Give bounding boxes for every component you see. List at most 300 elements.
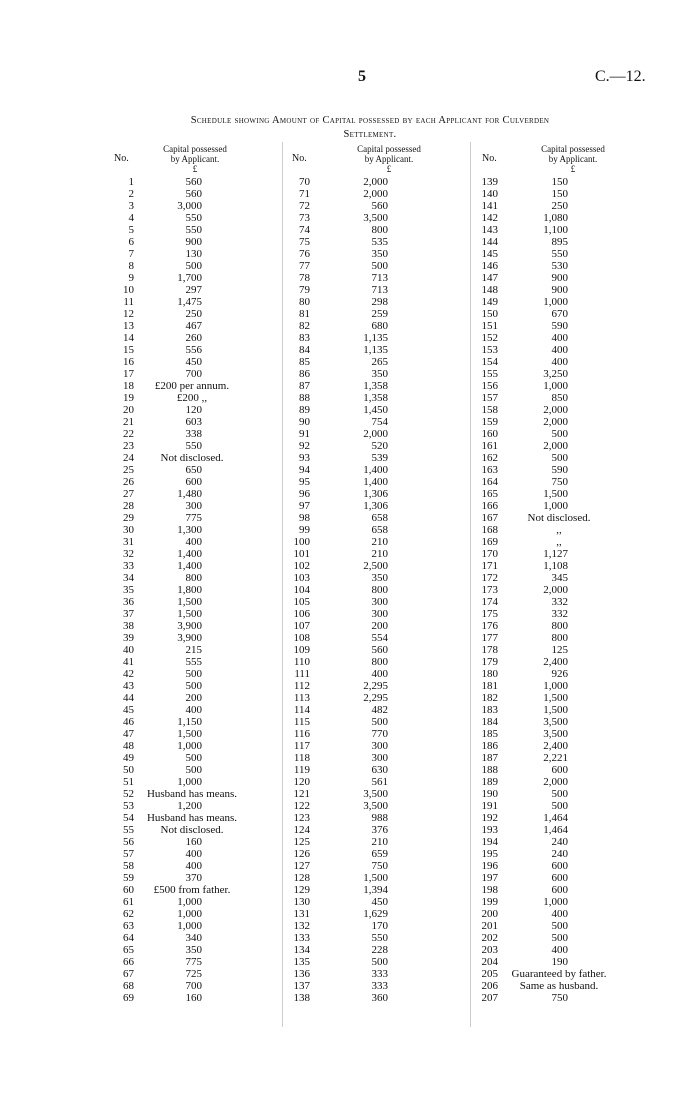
table-row	[284, 944, 464, 956]
capital-value: 250	[185, 308, 202, 320]
table-row	[284, 704, 464, 716]
capital-value: 130	[185, 248, 202, 260]
table-row	[472, 404, 632, 416]
table-row	[472, 176, 632, 188]
table-row	[112, 356, 272, 368]
capital-value: 400	[185, 848, 202, 860]
table-row	[112, 824, 272, 836]
applicant-number: 16	[123, 356, 134, 368]
capital-value: 1,500	[177, 608, 202, 620]
table-row	[112, 392, 272, 404]
capital-value: 800	[551, 632, 568, 644]
capital-value: 770	[371, 728, 388, 740]
applicant-number: 107	[293, 620, 310, 632]
applicant-number: 150	[481, 308, 498, 320]
capital-value: 700	[185, 980, 202, 992]
table-row	[112, 908, 272, 920]
applicant-number: 46	[123, 716, 134, 728]
applicant-number: 200	[481, 908, 498, 920]
capital-value: 3,500	[363, 212, 388, 224]
capital-value: 550	[551, 248, 568, 260]
capital-value: 1,080	[543, 212, 568, 224]
applicant-number: 24	[123, 452, 134, 464]
applicant-number: 106	[293, 608, 310, 620]
table-row	[472, 644, 632, 656]
applicant-number: 140	[481, 188, 498, 200]
capital-value: 190	[551, 956, 568, 968]
capital-value: 600	[551, 884, 568, 896]
capital-value: Not disclosed.	[160, 824, 224, 836]
applicant-number: 114	[293, 704, 310, 716]
capital-value: 1,394	[363, 884, 388, 896]
capital-value: 300	[371, 608, 388, 620]
capital-value: 550	[371, 932, 388, 944]
applicant-number: 45	[123, 704, 134, 716]
table-row	[112, 404, 272, 416]
capital-value: 500	[551, 920, 568, 932]
capital-value: 228	[371, 944, 388, 956]
table-row	[112, 524, 272, 536]
table-row	[112, 752, 272, 764]
applicant-number: 143	[481, 224, 498, 236]
applicant-number: 132	[293, 920, 310, 932]
table-row	[284, 548, 464, 560]
applicant-number: 56	[123, 836, 134, 848]
table-row	[112, 380, 272, 392]
capital-value: 988	[371, 812, 388, 824]
capital-value: 1,450	[363, 404, 388, 416]
table-row	[284, 932, 464, 944]
table-row	[472, 812, 632, 824]
capital-value: 535	[371, 236, 388, 248]
applicant-number: 72	[299, 200, 310, 212]
table-row	[472, 368, 632, 380]
table-row	[112, 476, 272, 488]
table-row	[472, 356, 632, 368]
capital-value: 1,306	[363, 488, 388, 500]
table-row	[472, 188, 632, 200]
capital-value: 1,400	[363, 476, 388, 488]
applicant-number: 63	[123, 920, 134, 932]
table-column-2	[284, 142, 464, 1004]
applicant-number: 187	[481, 752, 498, 764]
table-row	[472, 752, 632, 764]
capital-value: 2,000	[363, 428, 388, 440]
table-row	[112, 608, 272, 620]
applicant-number: 65	[123, 944, 134, 956]
capital-value: 210	[371, 536, 388, 548]
applicant-number: 116	[293, 728, 310, 740]
applicant-number: 151	[481, 320, 498, 332]
capital-value: 1,000	[177, 908, 202, 920]
applicant-number: 78	[299, 272, 310, 284]
table-row	[112, 848, 272, 860]
capital-value: 350	[185, 944, 202, 956]
capital-value: 2,295	[363, 680, 388, 692]
applicant-number: 19	[123, 392, 134, 404]
no-header: No.	[292, 153, 307, 164]
table-row	[472, 992, 632, 1004]
table-row	[472, 200, 632, 212]
capital-value: 500	[185, 752, 202, 764]
applicant-number: 79	[299, 284, 310, 296]
capital-value: 713	[371, 272, 388, 284]
capital-value: 554	[371, 632, 388, 644]
capital-value: 1,000	[543, 500, 568, 512]
table-rows	[284, 176, 464, 1004]
table-row	[472, 464, 632, 476]
applicant-number: 10	[123, 284, 134, 296]
applicant-number: 62	[123, 908, 134, 920]
applicant-number: 196	[481, 860, 498, 872]
schedule-title-line1: Schedule showing Amount of Capital possessed by each Applicant for Culverden	[190, 115, 550, 126]
applicant-number: 68	[123, 980, 134, 992]
table-row	[112, 680, 272, 692]
applicant-number: 170	[481, 548, 498, 560]
capital-value: 300	[371, 596, 388, 608]
table-row	[284, 584, 464, 596]
capital-value: 250	[551, 200, 568, 212]
applicant-number: 125	[293, 836, 310, 848]
capital-value: 500	[371, 716, 388, 728]
capital-value: 1,200	[177, 800, 202, 812]
table-row	[284, 680, 464, 692]
capital-value: 370	[185, 872, 202, 884]
capital-value: 520	[371, 440, 388, 452]
capital-value: 530	[551, 260, 568, 272]
capital-value: 215	[185, 644, 202, 656]
table-row	[472, 560, 632, 572]
table-row	[472, 680, 632, 692]
capital-value: 725	[185, 968, 202, 980]
applicant-number: 194	[481, 836, 498, 848]
no-header: No.	[114, 153, 129, 164]
capital-value: 500	[551, 800, 568, 812]
table-row	[112, 284, 272, 296]
capital-value: 1,500	[363, 872, 388, 884]
capital-value: 200	[371, 620, 388, 632]
capital-value: 350	[371, 248, 388, 260]
applicant-number: 165	[481, 488, 498, 500]
table-row	[284, 788, 464, 800]
applicant-number: 36	[123, 596, 134, 608]
applicant-number: 159	[481, 416, 498, 428]
table-row	[472, 824, 632, 836]
capital-value: 259	[371, 308, 388, 320]
table-row	[284, 632, 464, 644]
applicant-number: 22	[123, 428, 134, 440]
capital-value: 713	[371, 284, 388, 296]
unit-label: £	[570, 164, 576, 174]
capital-value: 350	[371, 572, 388, 584]
capital-value: 298	[371, 296, 388, 308]
applicant-number: 27	[123, 488, 134, 500]
capital-value: 500	[551, 428, 568, 440]
applicant-number: 55	[123, 824, 134, 836]
table-row	[284, 608, 464, 620]
table-row	[112, 644, 272, 656]
capital-value: 590	[551, 320, 568, 332]
applicant-number: 4	[128, 212, 134, 224]
applicant-number: 75	[299, 236, 310, 248]
table-row	[472, 248, 632, 260]
table-row	[472, 440, 632, 452]
capital-value: 659	[371, 848, 388, 860]
table-row	[284, 344, 464, 356]
applicant-number: 33	[123, 560, 134, 572]
table-row	[284, 284, 464, 296]
capital-value: 170	[371, 920, 388, 932]
capital-value: 500	[551, 788, 568, 800]
applicant-number: 105	[293, 596, 310, 608]
applicant-number: 130	[293, 896, 310, 908]
table-row	[472, 416, 632, 428]
table-row	[112, 896, 272, 908]
applicant-number: 23	[123, 440, 134, 452]
applicant-number: 182	[481, 692, 498, 704]
applicant-number: 67	[123, 968, 134, 980]
applicant-number: 169	[481, 536, 498, 548]
capital-value: 560	[371, 200, 388, 212]
table-row	[472, 284, 632, 296]
applicant-number: 164	[481, 476, 498, 488]
capital-value: 895	[551, 236, 568, 248]
table-row	[472, 428, 632, 440]
applicant-number: 40	[123, 644, 134, 656]
capital-value: 1,150	[177, 716, 202, 728]
table-row	[112, 500, 272, 512]
capital-value: 600	[185, 476, 202, 488]
capital-value: 265	[371, 356, 388, 368]
applicant-number: 147	[481, 272, 498, 284]
table-row	[284, 296, 464, 308]
table-row	[112, 800, 272, 812]
capital-value: 630	[371, 764, 388, 776]
capital-value: 1,500	[177, 728, 202, 740]
capital-value: 670	[551, 308, 568, 320]
applicant-number: 161	[481, 440, 498, 452]
table-row	[112, 728, 272, 740]
capital-value: 300	[185, 500, 202, 512]
applicant-number: 91	[299, 428, 310, 440]
capital-value: 600	[551, 872, 568, 884]
table-row	[112, 236, 272, 248]
capital-value: 1,135	[363, 344, 388, 356]
capital-value: 300	[371, 740, 388, 752]
applicant-number: 110	[293, 656, 310, 668]
applicant-number: 52	[123, 788, 134, 800]
table-row	[472, 476, 632, 488]
column-header	[112, 142, 272, 176]
table-row	[472, 656, 632, 668]
capital-value: 332	[551, 608, 568, 620]
applicant-number: 77	[299, 260, 310, 272]
table-row	[284, 308, 464, 320]
applicant-number: 15	[123, 344, 134, 356]
applicant-number: 126	[293, 848, 310, 860]
applicant-number: 149	[481, 296, 498, 308]
capital-value: 2,000	[543, 416, 568, 428]
applicant-number: 20	[123, 404, 134, 416]
applicant-number: 99	[299, 524, 310, 536]
table-column-3	[472, 142, 632, 1004]
applicant-number: 25	[123, 464, 134, 476]
table-row	[112, 308, 272, 320]
applicant-number: 185	[481, 728, 498, 740]
applicant-number: 81	[299, 308, 310, 320]
capital-header	[518, 144, 628, 174]
applicant-number: 172	[481, 572, 498, 584]
applicant-number: 139	[481, 176, 498, 188]
capital-header-line2: by Applicant.	[364, 154, 414, 164]
table-row	[284, 980, 464, 992]
applicant-number: 18	[123, 380, 134, 392]
applicant-number: 96	[299, 488, 310, 500]
capital-value: 500	[185, 668, 202, 680]
table-row	[472, 488, 632, 500]
applicant-number: 148	[481, 284, 498, 296]
table-row	[284, 752, 464, 764]
table-row	[472, 296, 632, 308]
capital-value: 1,300	[177, 524, 202, 536]
capital-value: 500	[185, 680, 202, 692]
capital-value: 1,464	[543, 812, 568, 824]
table-row	[472, 848, 632, 860]
capital-value: 1,400	[363, 464, 388, 476]
applicant-number: 12	[123, 308, 134, 320]
applicant-number: 64	[123, 932, 134, 944]
capital-value: 333	[371, 968, 388, 980]
table-row	[112, 188, 272, 200]
schedule-title	[110, 114, 630, 142]
applicant-number: 83	[299, 332, 310, 344]
applicant-number: 179	[481, 656, 498, 668]
capital-value: 1,135	[363, 332, 388, 344]
table-row	[284, 392, 464, 404]
capital-value: 750	[371, 860, 388, 872]
applicant-number: 175	[481, 608, 498, 620]
applicant-number: 38	[123, 620, 134, 632]
capital-value: 240	[551, 836, 568, 848]
capital-value: 600	[551, 764, 568, 776]
capital-value: 120	[185, 404, 202, 416]
table-row	[472, 320, 632, 332]
capital-value: 450	[185, 356, 202, 368]
table-row	[284, 872, 464, 884]
table-row	[112, 956, 272, 968]
applicant-number: 60	[123, 884, 134, 896]
capital-value: 150	[551, 176, 568, 188]
capital-value: 300	[371, 752, 388, 764]
table-row	[112, 632, 272, 644]
table-row	[472, 392, 632, 404]
table-row	[112, 812, 272, 824]
capital-value: 750	[551, 476, 568, 488]
capital-value: 2,000	[363, 188, 388, 200]
capital-value: Husband has means.	[146, 812, 238, 824]
document-reference: C.—12.	[595, 68, 646, 85]
capital-value: 1,108	[543, 560, 568, 572]
capital-value: 1,475	[177, 296, 202, 308]
capital-value: 400	[551, 908, 568, 920]
table-row	[472, 884, 632, 896]
capital-value: 680	[371, 320, 388, 332]
table-row	[472, 668, 632, 680]
capital-value: 1,127	[543, 548, 568, 560]
applicant-number: 101	[293, 548, 310, 560]
applicant-number: 102	[293, 560, 310, 572]
table-row	[112, 452, 272, 464]
applicant-number: 206	[481, 980, 498, 992]
applicant-number: 201	[481, 920, 498, 932]
table-row	[284, 740, 464, 752]
table-row	[112, 776, 272, 788]
table-row	[284, 956, 464, 968]
applicant-number: 71	[299, 188, 310, 200]
applicant-number: 183	[481, 704, 498, 716]
applicant-number: 92	[299, 440, 310, 452]
applicant-number: 108	[293, 632, 310, 644]
capital-value: £200 ,,	[176, 392, 208, 404]
capital-value: 1,000	[177, 920, 202, 932]
table-row	[112, 344, 272, 356]
applicant-number: 166	[481, 500, 498, 512]
table-row	[472, 872, 632, 884]
applicant-number: 57	[123, 848, 134, 860]
applicant-number: 121	[293, 788, 310, 800]
table-row	[284, 716, 464, 728]
table-row	[112, 692, 272, 704]
applicant-number: 133	[293, 932, 310, 944]
applicant-number: 48	[123, 740, 134, 752]
page-number: 5	[358, 68, 366, 85]
capital-value: 150	[551, 188, 568, 200]
capital-value: 400	[185, 704, 202, 716]
capital-value: 550	[185, 224, 202, 236]
applicant-number: 178	[481, 644, 498, 656]
capital-header	[334, 144, 444, 174]
table-row	[472, 524, 632, 536]
applicant-number: 13	[123, 320, 134, 332]
table-row	[284, 272, 464, 284]
capital-value: 350	[371, 368, 388, 380]
table-row	[472, 968, 632, 980]
table-row	[284, 356, 464, 368]
capital-value: 900	[551, 284, 568, 296]
applicant-number: 88	[299, 392, 310, 404]
table-row	[284, 512, 464, 524]
applicant-number: 153	[481, 344, 498, 356]
applicant-number: 1	[128, 176, 134, 188]
capital-value: 210	[371, 836, 388, 848]
capital-value: 400	[185, 860, 202, 872]
table-row	[112, 668, 272, 680]
table-row	[472, 536, 632, 548]
table-row	[112, 548, 272, 560]
capital-value: 2,000	[543, 776, 568, 788]
capital-value: 1,500	[543, 488, 568, 500]
table-row	[284, 920, 464, 932]
table-row	[472, 260, 632, 272]
capital-value: 1,306	[363, 500, 388, 512]
applicant-number: 98	[299, 512, 310, 524]
table-row	[472, 908, 632, 920]
table-row	[472, 308, 632, 320]
table-row	[472, 548, 632, 560]
applicant-number: 53	[123, 800, 134, 812]
table-row	[284, 500, 464, 512]
capital-value: 555	[185, 656, 202, 668]
